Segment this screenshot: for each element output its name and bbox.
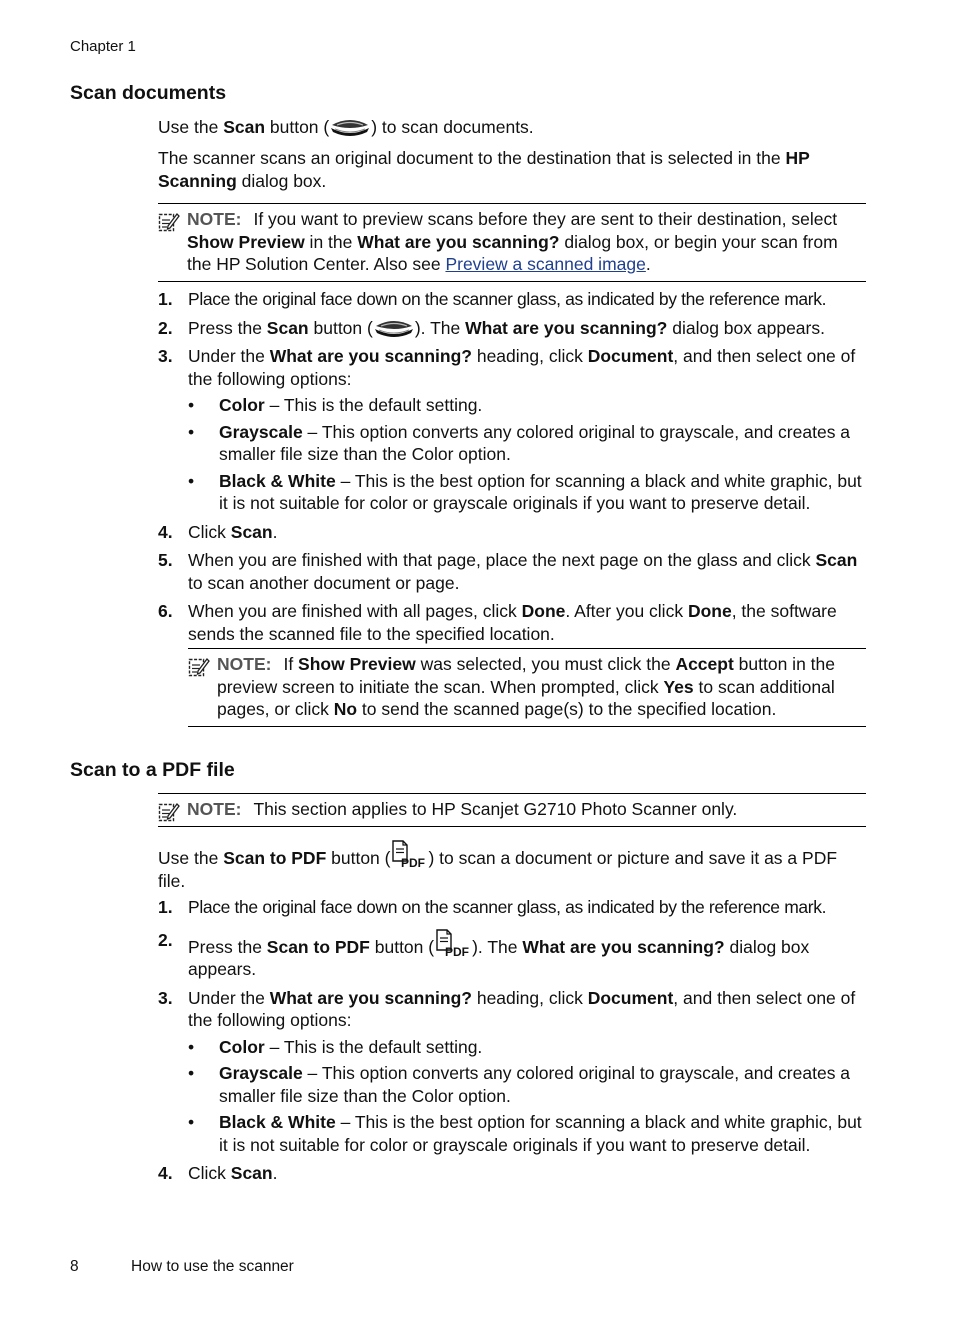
preview-scanned-image-link[interactable]: Preview a scanned image [445, 254, 646, 274]
list-item: 6. When you are finished with all pages, click Done. After you click Done, the software sends the scanned file to the specified location. [158, 601, 837, 644]
note-box-show-preview: NOTE: If Show Preview was selected, you must click the Accept button in the preview screen to initiate the scan. When prompted, click Yes to scan additional pages, or click No to send the scanned page(s) to the specified location. [188, 648, 866, 727]
bullet-item: • Color – This is the default setting. [188, 1036, 483, 1057]
note-box-preview: NOTE: If you want to preview scans before they are sent to their destination, select Show Preview in the What are you scanning? dialog box, or begin your scan from the HP Solution Center. Also see Preview a scanned image. [158, 203, 866, 282]
pdf-intro-paragraph: Use the Scan to PDF button ( PDF ) to scan a document or picture and save it as a PDF file. [158, 840, 868, 892]
bullet-item: • Grayscale – This option converts any colored original to grayscale, and creates a smaller file size than the Color option. [188, 1063, 851, 1106]
note-pencil-icon [158, 801, 180, 823]
footer-title: How to use the scanner [131, 1258, 294, 1275]
note-box-g2710: NOTE: This section applies to HP Scanjet G2710 Photo Scanner only. [158, 793, 866, 827]
list-item: 1. Place the original face down on the scanner glass, as indicated by the reference mark. [158, 897, 827, 917]
steps-list-scan-pdf [158, 896, 868, 1185]
list-item: 2. Press the Scan to PDF button ( PDF ). The What are you scanning? dialog box appears. [158, 929, 810, 979]
intro-paragraph-1: Use the Scan button ( ) to scan documents. [158, 117, 534, 137]
scan-button-icon [329, 116, 371, 138]
scan-button-icon [373, 317, 415, 339]
page-number: 8 [70, 1258, 79, 1275]
list-item: 1. Place the original face down on the scanner glass, as indicated by the reference mark. [158, 289, 827, 309]
svg-text:PDF: PDF [445, 944, 470, 957]
note-label: NOTE: [187, 799, 242, 819]
steps-list-scan-documents [158, 288, 868, 645]
note-pencil-icon [188, 656, 210, 678]
running-header: Chapter 1 [70, 38, 136, 55]
bullet-item: • Black & White – This is the best option for scanning a black and white graphic, but it is not suitable for color or grayscale originals if you want to preserve detail. [188, 470, 862, 513]
section-heading-scan-documents: Scan documents [70, 82, 227, 104]
list-item: 3. Under the What are you scanning? heading, click Document, and then select one of the following options: • Color – This is the default setting. • Grayscale – This option converts any colored original to grayscale, and creates a smaller file size than the Color option. • Black & White – This is the best option for scanning a black and white graphic, but it is not suitable for color or grayscale originals if you want to preserve detail. [158, 345, 868, 515]
note-label: NOTE: [187, 209, 242, 229]
note-label: NOTE: [217, 654, 272, 674]
scan-to-pdf-icon [434, 929, 472, 957]
section-heading-scan-to-pdf: Scan to a PDF file [70, 759, 235, 781]
bullet-item: • Grayscale – This option converts any colored original to grayscale, and creates a smaller file size than the Color option. [188, 421, 851, 464]
note-pencil-icon [158, 211, 180, 233]
bullet-item: • Black & White – This is the best option for scanning a black and white graphic, but it is not suitable for color or grayscale originals if you want to preserve detail. [188, 1112, 862, 1155]
list-item: 5. When you are finished with that page, place the next page on the glass and click Scan to scan another document or page. [158, 550, 858, 593]
list-item: 3. Under the What are you scanning? heading, click Document, and then select one of the following options: • Color – This is the default setting. • Grayscale – This option converts any colored original to grayscale, and creates a smaller file size than the Color option. • Black & White – This is the best option for scanning a black and white graphic, but it is not suitable for color or grayscale originals if you want to preserve detail. [158, 987, 868, 1157]
bullet-item: • Color – This is the default setting. [188, 395, 483, 415]
list-item: 4. Click Scan. [158, 521, 278, 542]
scan-to-pdf-icon [390, 840, 428, 868]
list-item: 2. Press the Scan button ( ). The What are you scanning? dialog box appears. [158, 317, 825, 338]
intro-paragraph-2: The scanner scans an original document to the destination that is selected in the HP Scanning dialog box. [158, 148, 810, 191]
list-item: 4. Click Scan. [158, 1163, 278, 1183]
svg-text:PDF: PDF [401, 856, 426, 868]
